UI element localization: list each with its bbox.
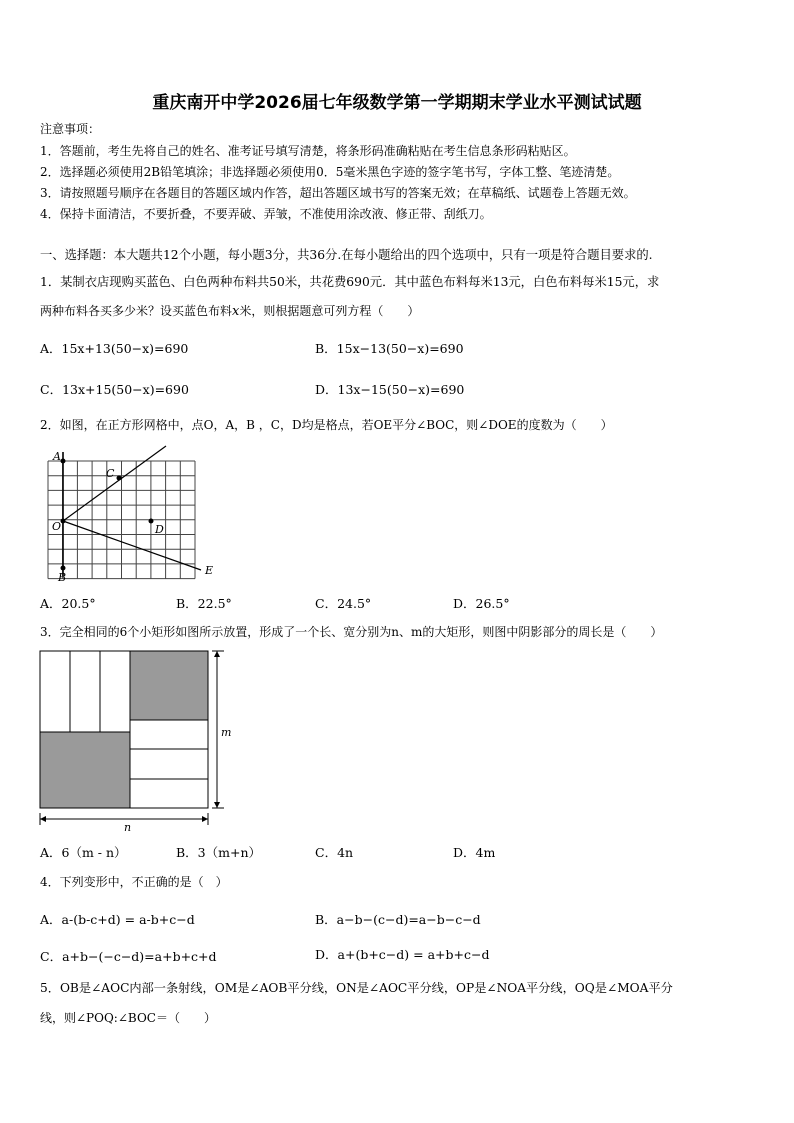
q2-option-b[interactable]: B．22.5°: [176, 596, 232, 611]
q4-option-a[interactable]: A．a-(b-c+d) = a-b+c−d: [40, 912, 195, 927]
q1-stem-line2: [40, 303, 419, 320]
notice-item-1: 1．答题前，考生先将自己的姓名、准考证号填写清楚，将条形码准确粘贴在考生信息条形码粘贴区。: [40, 144, 576, 158]
q3-label-n: n: [124, 821, 132, 834]
q2-label-b: B: [58, 571, 67, 584]
q2-label-e: E: [205, 564, 214, 577]
q5-stem-line2: 线，则∠POQ:∠BOC＝（ ）: [40, 1011, 216, 1025]
q2-option-a[interactable]: A．20.5°: [40, 596, 96, 611]
q2-stem: 2．如图，在正方形网格中，点O，A，B ，C，D均是格点，若OE平分∠BOC，则∠DOE的度数为（ ）: [40, 418, 613, 432]
q1-option-b[interactable]: B．15x−13(50−x)=690: [315, 341, 464, 356]
q1-option-d[interactable]: D．13x−15(50−x)=690: [315, 382, 465, 397]
q2-label-o: O: [52, 520, 62, 533]
q2-option-c[interactable]: C．24.5°: [315, 596, 372, 611]
q4-option-b[interactable]: B．a−b−(c−d)=a−b−c−d: [315, 912, 481, 927]
q3-stem: 3．完全相同的6个小矩形如图所示放置，形成了一个长、宽分别为n、m的大矩形，则图中阴影部分的周长是（ ）: [40, 625, 663, 639]
q2-label-d: D: [155, 523, 164, 536]
q3-rectangle-figure: [36, 648, 246, 833]
q4-stem: 4．下列变形中，不正确的是（ ）: [40, 875, 228, 889]
q3-option-b[interactable]: B．3（m+n）: [176, 845, 262, 860]
q4-option-d[interactable]: D．a+(b+c−d) = a+b+c−d: [315, 947, 490, 962]
q3-shaded-bottom: [40, 732, 130, 808]
q3-option-c[interactable]: C．4n: [315, 845, 354, 860]
q1-stem-part2: 米，则根据题意可列方程（ ）: [239, 304, 420, 318]
q3-option-d[interactable]: D．4m: [453, 845, 496, 860]
page-title: 重庆南开中学2026届七年级数学第一学期期末学业水平测试试题: [152, 93, 642, 113]
q1-option-c[interactable]: C．13x+15(50−x)=690: [40, 382, 189, 397]
q1-stem-part1: 两种布料各买多少米？设买蓝色布料: [40, 304, 233, 318]
notice-heading: 注意事项：: [40, 122, 101, 136]
q1-variable: x: [232, 304, 240, 319]
q1-option-a[interactable]: A．15x+13(50−x)=690: [40, 341, 189, 356]
section-heading: 一、选择题：本大题共12个小题，每小题3分，共36分.在每小题给出的四个选项中，只有一项是符合题目要求的.: [40, 248, 653, 262]
notice-item-4: 4．保持卡面清洁，不要折叠，不要弄破、弄皱，不准使用涂改液、修正带、刮纸刀。: [40, 207, 492, 221]
q4-option-c[interactable]: C．a+b−(−c−d)=a+b+c+d: [40, 949, 217, 964]
q3-shaded-top: [130, 651, 208, 720]
notice-item-3: 3．请按照题号顺序在各题目的答题区域内作答，超出答题区域书写的答案无效；在草稿纸、试题卷上答题无效。: [40, 186, 636, 200]
q2-label-a: A: [53, 450, 61, 463]
notice-item-2: 2．选择题必须使用2B铅笔填涂；非选择题必须使用0．5毫米黑色字迹的签字笔书写，字体工整、笔迹清楚。: [40, 165, 620, 179]
q1-stem-line1: 1．某制衣店现购买蓝色、白色两种布料共50米，共花费690元．其中蓝色布料每米13元，白色布料每米15元，求: [40, 275, 660, 289]
q3-option-a[interactable]: A．6（m - n）: [40, 845, 127, 860]
q2-grid-figure: [36, 446, 236, 586]
q3-label-m: m: [221, 726, 232, 739]
q2-label-c: C: [106, 467, 115, 480]
q5-stem-line1: 5．OB是∠AOC内部一条射线，OM是∠AOB平分线，ON是∠AOC平分线，OP是∠NOA平分线，OQ是∠MOA平分: [40, 981, 673, 995]
q2-option-d[interactable]: D．26.5°: [453, 596, 510, 611]
